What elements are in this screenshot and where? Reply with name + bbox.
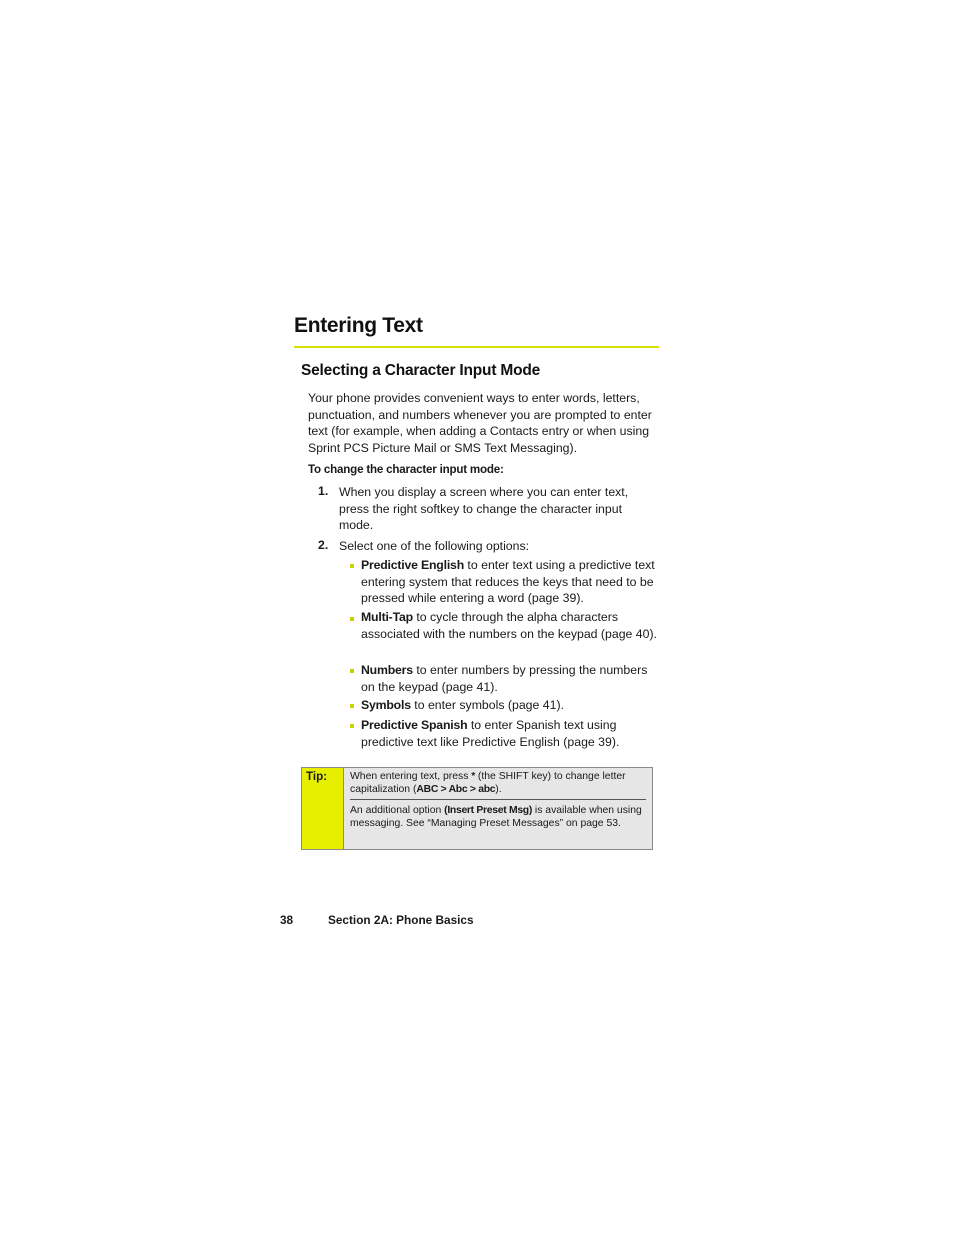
tip-box [301, 767, 653, 850]
tip-text-part: An additional option [350, 805, 445, 816]
intro-paragraph: Your phone provides convenient ways to enter words, letters, punctuation, and numbers whenever you are prompted to enter text (for example, when adding a Contacts entry or when using Sprint PCS Picture Mail or SMS Text Messaging). [308, 391, 652, 455]
list-item [361, 662, 661, 695]
list-item [361, 697, 661, 714]
list-item [361, 609, 661, 642]
step-number: 1. [318, 484, 329, 498]
option-description: to enter symbols (page 41). [410, 698, 564, 712]
list-item [361, 717, 661, 750]
tip-text-part: When entering text, press [350, 771, 472, 782]
bullet-icon [350, 564, 354, 568]
section-label: Section 2A: Phone Basics [328, 913, 474, 927]
menu-option-name: (Insert Preset Msg) [444, 805, 533, 816]
shift-key-symbol: * [471, 771, 476, 782]
option-description: to enter numbers by pressing the numbers on the keypad (page 41). [361, 663, 648, 694]
caps-sequence: ABC > Abc > abc [416, 784, 496, 795]
procedure-lead: To change the character input mode: [308, 463, 504, 476]
step-text: When you display a screen where you can enter text, press the right softkey to change the character input mode. [339, 485, 629, 532]
option-description: to enter Spanish text using predictive text like Predictive English (page 39). [361, 718, 620, 749]
tip-label-cell [302, 768, 344, 849]
tip-text-part: ). [495, 784, 502, 795]
tip-divider [350, 799, 646, 800]
option-term: Predictive English [361, 558, 465, 572]
option-term: Predictive Spanish [361, 718, 468, 732]
tip-label: Tip: [306, 770, 328, 783]
bullet-icon [350, 704, 354, 708]
tip-text [350, 804, 646, 830]
section-heading: Selecting a Character Input Mode [301, 362, 541, 379]
list-item [361, 557, 661, 607]
option-term: Multi-Tap [361, 610, 413, 624]
option-description: to cycle through the alpha characters associated with the numbers on the keypad (page 40). [361, 610, 657, 641]
step-number: 2. [318, 538, 329, 552]
bullet-icon [350, 669, 354, 673]
bullet-icon [350, 617, 354, 621]
title-underline [294, 346, 659, 348]
option-description: to enter text using a predictive text entering system that reduces the keys that need to be pressed while entering a word (page 39). [361, 558, 655, 605]
page-title: Entering Text [294, 314, 423, 337]
tip-text-part: (the SHIFT key) to change letter capitalization ( [350, 771, 626, 795]
step-text: Select one of the following options: [339, 539, 530, 553]
bullet-icon [350, 724, 354, 728]
tip-text-part: is available when using messaging. See “Managing Preset Messages” on page 53. [350, 805, 642, 829]
page-number: 38 [280, 913, 294, 927]
option-term: Numbers [361, 663, 413, 677]
tip-text [350, 770, 646, 796]
option-term: Symbols [361, 698, 411, 712]
